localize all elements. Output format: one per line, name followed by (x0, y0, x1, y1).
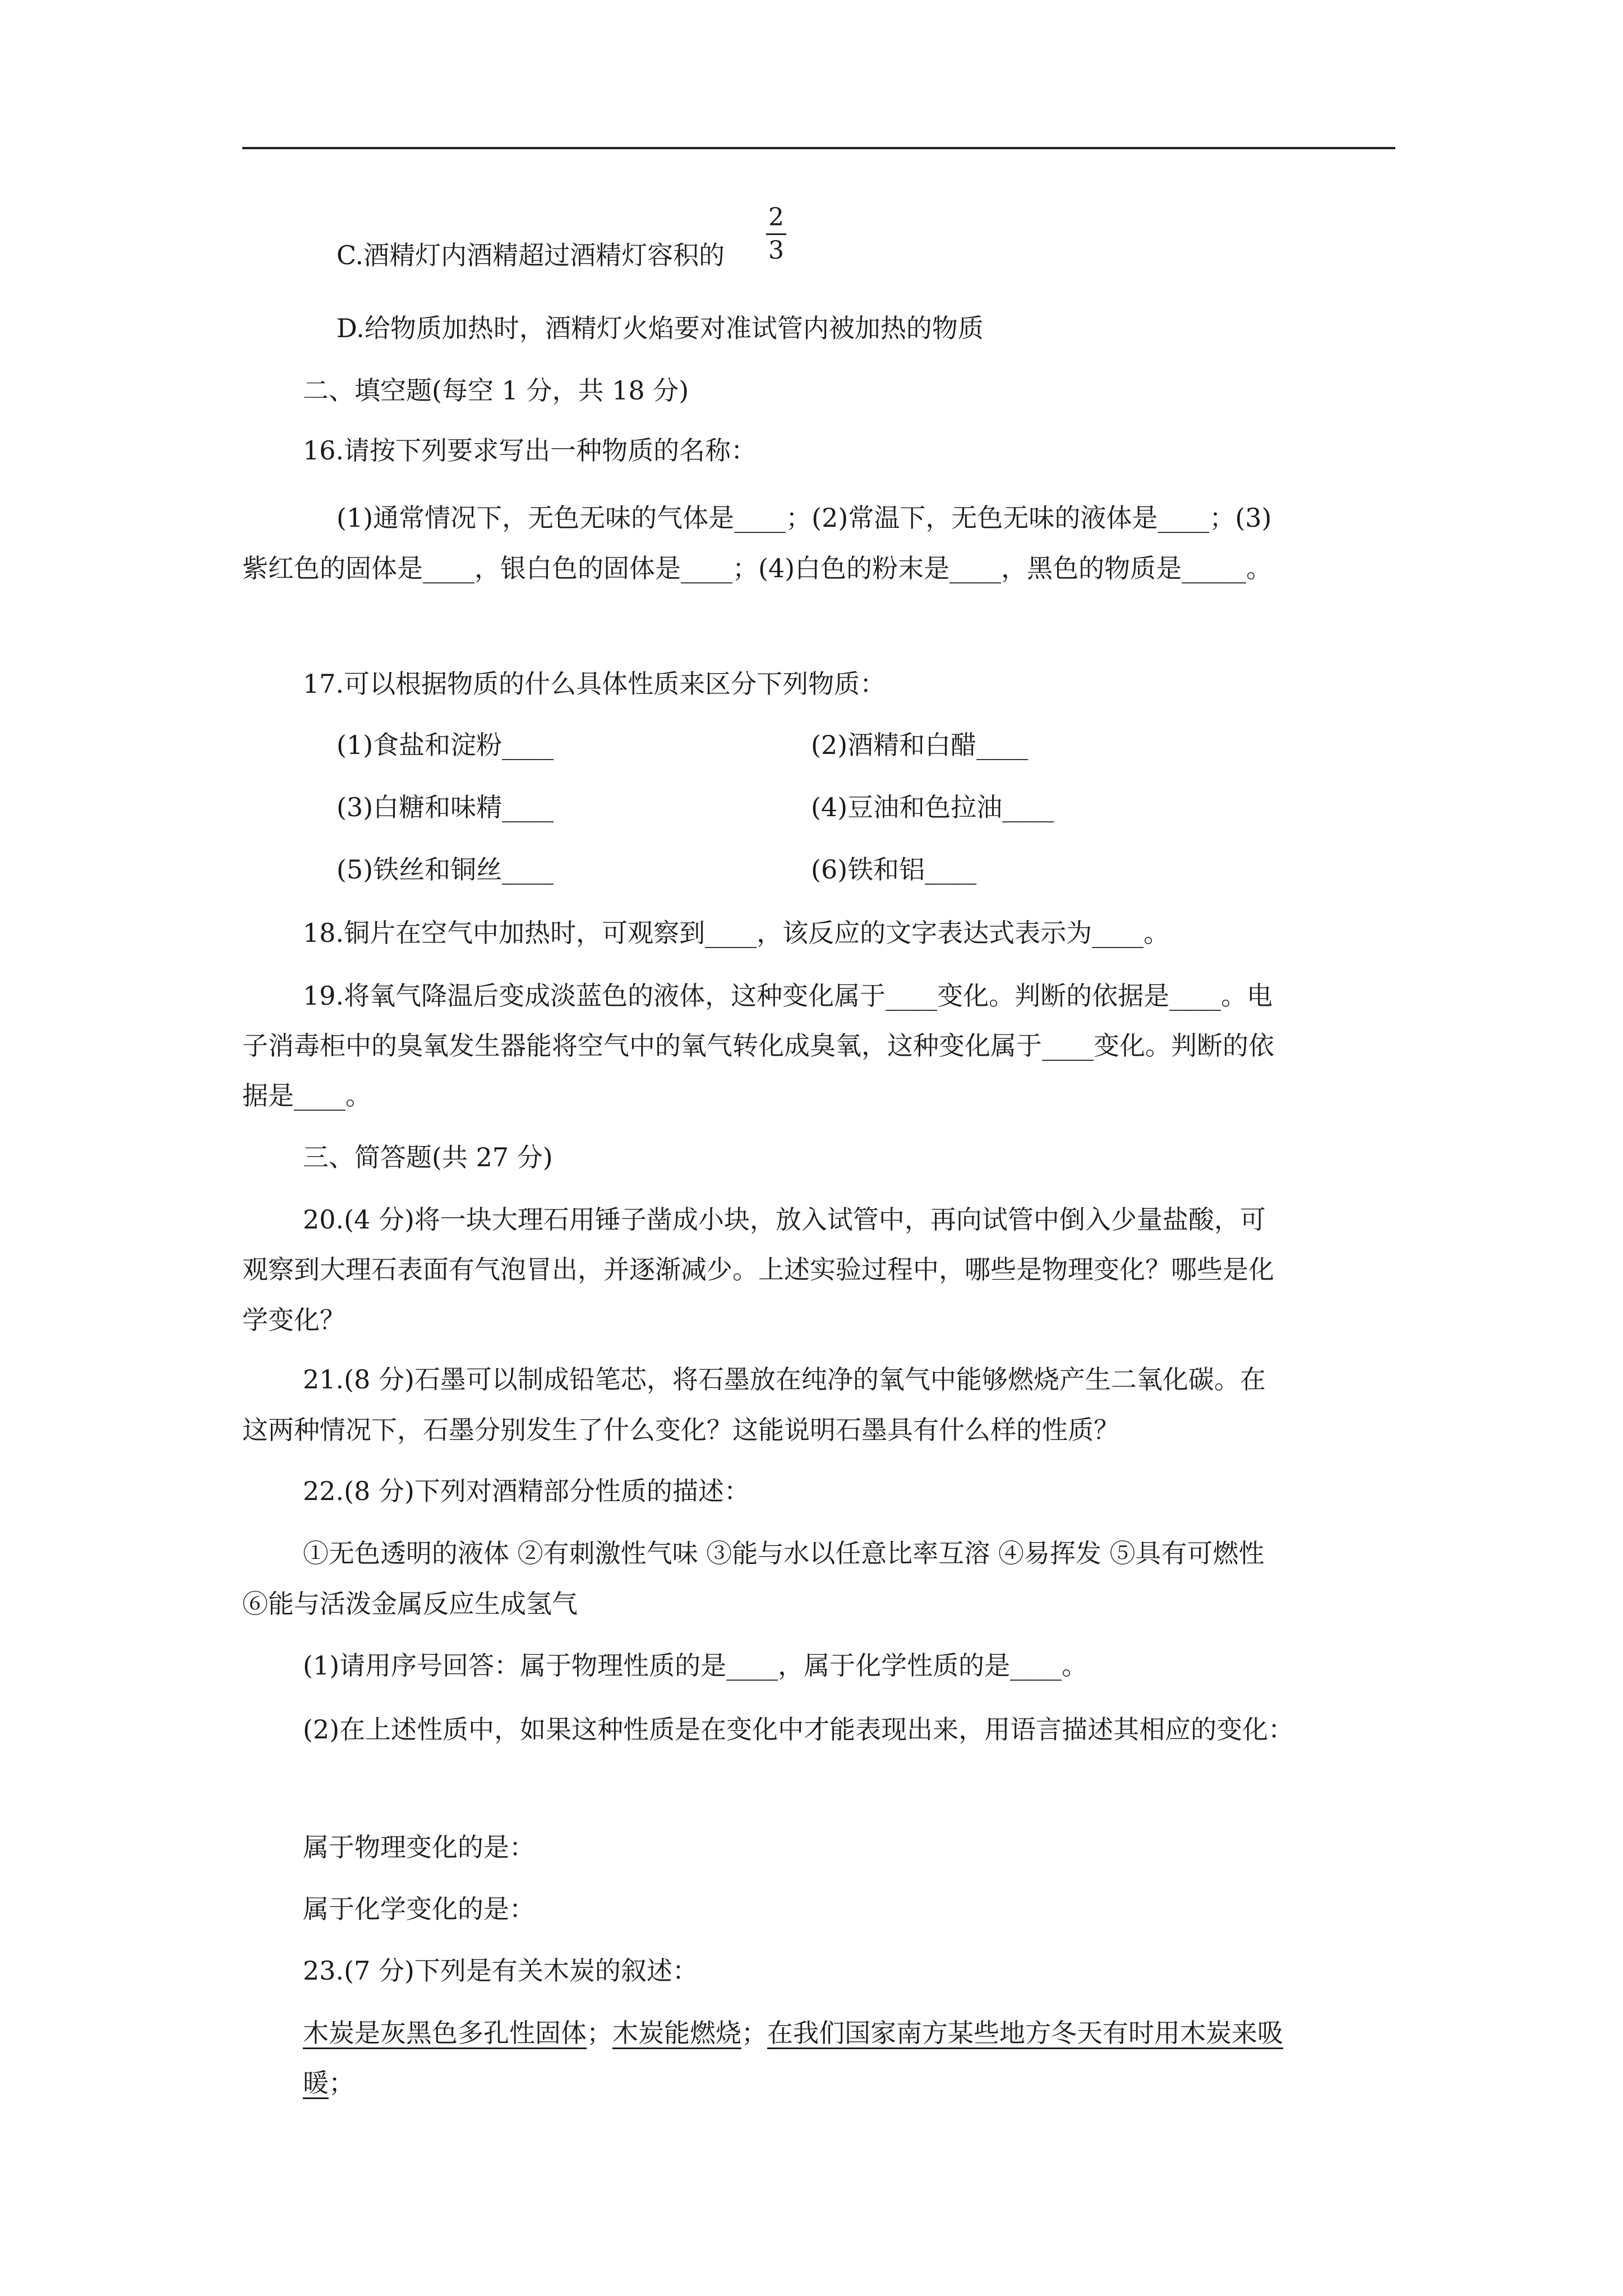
statement-charcoal-heating-cont: 暖 (303, 2068, 329, 2098)
question-22-physical-change: 属于物理变化的是： (303, 1832, 535, 1862)
option-d: D.给物质加热时，酒精灯火焰要对准试管内被加热的物质 (336, 313, 984, 343)
question-23-statements-line2 (303, 2070, 354, 2096)
separator: ； (741, 2018, 767, 2048)
question-16-line1: (1)通常情况下，无色无味的气体是____；(2)常温下，无色无味的液体是____；(3) (336, 503, 1272, 533)
question-19-line3: 据是____。 (242, 1080, 371, 1111)
separator: ； (587, 2018, 612, 2048)
question-22-chemical-change: 属于化学变化的是： (303, 1894, 535, 1924)
question-17-item6: (6)铁和铝____ (811, 854, 977, 885)
fraction-two-thirds (766, 205, 786, 263)
question-22-part2: (2)在上述性质中，如果这种性质是在变化中才能表现出来，用语言描述其相应的变化： (303, 1714, 1294, 1745)
fraction-denominator: 3 (768, 236, 784, 265)
question-17-item3: (3)白糖和味精____ (336, 792, 554, 822)
question-18: 18.铜片在空气中加热时，可观察到____，该反应的文字表达式表示为____。 (303, 918, 1170, 948)
question-21-line1: 21.(8 分)石墨可以制成铅笔芯，将石墨放在纯净的氧气中能够燃烧产生二氧化碳。在 (303, 1364, 1266, 1395)
question-22-part1: (1)请用序号回答：属于物理性质的是____，属于化学性质的是____。 (303, 1650, 1088, 1681)
question-23-statements-line1 (303, 2020, 1283, 2046)
option-c: C.酒精灯内酒精超过酒精灯容积的 (336, 240, 725, 270)
statement-charcoal-heating: 在我们国家南方某些地方冬天有时用木炭来吸 (767, 2018, 1283, 2048)
statement-charcoal-porous-solid: 木炭是灰黑色多孔性固体 (303, 2018, 587, 2048)
question-16-stem: 16.请按下列要求写出一种物质的名称： (303, 435, 757, 466)
question-16-line2: 紫红色的固体是____，银白色的固体是____；(4)白色的粉末是____，黑色的物质是_____。 (242, 553, 1272, 583)
question-17-item5: (5)铁丝和铜丝____ (336, 854, 554, 885)
question-22-properties-line1: ①无色透明的液体 ②有刺激性气味 ③能与水以任意比率互溶 ④易挥发 ⑤具有可燃性 (303, 1538, 1265, 1568)
statement-charcoal-burns: 木炭能燃烧 (612, 2018, 741, 2048)
separator: ； (329, 2068, 354, 2098)
question-17-stem: 17.可以根据物质的什么具体性质来区分下列物质： (303, 669, 886, 699)
question-23-stem: 23.(7 分)下列是有关木炭的叙述： (303, 1955, 698, 1986)
fraction-bar (766, 233, 786, 235)
question-20-line1: 20.(4 分)将一块大理石用锤子凿成小块，放入试管中，再向试管中倒入少量盐酸，可 (303, 1204, 1266, 1235)
question-20-line2: 观察到大理石表面有气泡冒出，并逐渐减少。上述实验过程中，哪些是物理变化？哪些是化 (242, 1254, 1274, 1285)
question-21-line2: 这两种情况下，石墨分别发生了什么变化？这能说明石墨具有什么样的性质？ (242, 1415, 1119, 1445)
question-19-line1: 19.将氧气降温后变成淡蓝色的液体，这种变化属于____变化。判断的依据是____。电 (303, 981, 1273, 1011)
question-19-line2: 子消毒柜中的臭氧发生器能将空气中的氧气转化成臭氧，这种变化属于____变化。判断的依 (242, 1030, 1274, 1061)
question-17-item2: (2)酒精和白醋____ (811, 730, 1029, 760)
question-22-properties-line2: ⑥能与活泼金属反应生成氢气 (242, 1589, 578, 1619)
question-17-item1: (1)食盐和淀粉____ (336, 730, 554, 760)
header-rule (242, 147, 1395, 149)
question-17-item4: (4)豆油和色拉油____ (811, 792, 1054, 822)
section-heading-short-answer: 三、简答题(共 27 分) (303, 1142, 553, 1172)
section-heading-fill-in: 二、填空题(每空 1 分，共 18 分) (303, 375, 689, 406)
fraction-numerator: 2 (768, 203, 784, 232)
question-22-stem: 22.(8 分)下列对酒精部分性质的描述： (303, 1476, 750, 1506)
question-20-line3: 学变化？ (242, 1305, 345, 1335)
